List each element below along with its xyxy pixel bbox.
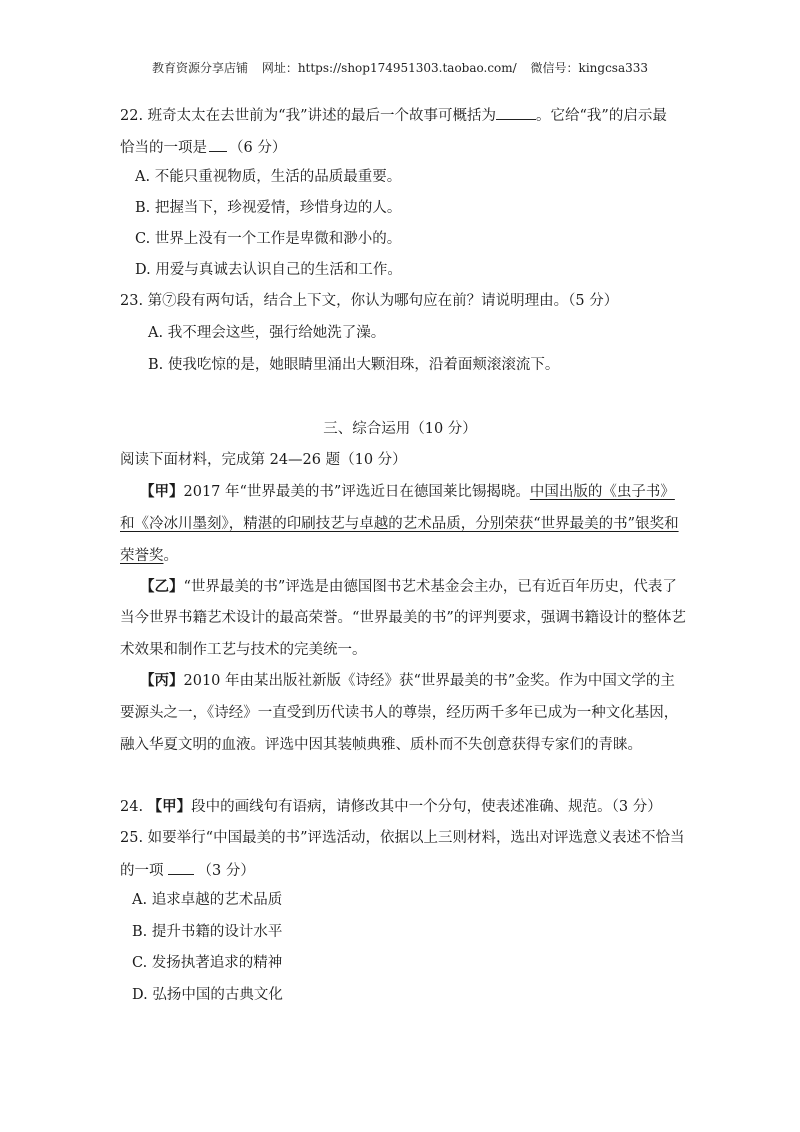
q24-stem: 24. 【甲】段中的画线句有语病，请修改其中一个分句，使表述准确、规范。（3 分） xyxy=(120,798,662,815)
q25-option-c: C. 发扬执著追求的精神 xyxy=(132,955,283,971)
jia-line2: 和《冷冰川墨刻》，精湛的印刷技艺与卓越的艺术品质，分别荣获“世界最美的书”银奖和 xyxy=(120,516,679,532)
section-title: 三、综合运用（10 分） xyxy=(323,421,477,437)
underlined-sentence: 中国出版的《虫子书》 xyxy=(529,484,675,500)
yi-line1: 【乙】“世界最美的书”评选是由德国图书艺术基金会主办，已有近百年历史，代表了 xyxy=(140,578,677,595)
bing-line3: 融入华夏文明的血液。评选中因其装帧典雅、质朴而不失创意获得专家们的青睐。 xyxy=(120,737,642,753)
q23-option-b: B. 使我吃惊的是，她眼睛里涌出大颗泪珠，沿着面颊滚滚流下。 xyxy=(148,357,560,373)
q22-option-c: C. 世界上没有一个工作是卑微和渺小的。 xyxy=(135,231,402,247)
shop-name: 教育资源分享店铺 xyxy=(151,61,248,75)
jia-line1: 【甲】2017 年“世界最美的书”评选近日在德国莱比锡揭晓。中国出版的《虫子书》 xyxy=(140,483,675,500)
q25-option-a: A. 追求卓越的艺术品质 xyxy=(132,892,283,908)
q25-option-b: B. 提升书籍的设计水平 xyxy=(132,924,283,940)
q23-option-a: A. 我不理会这些，强行给她洗了澡。 xyxy=(148,325,386,341)
answer-blank[interactable] xyxy=(496,104,536,120)
q22-option-b: B. 把握当下，珍视爱情，珍惜身边的人。 xyxy=(135,200,402,216)
jia-label: 【甲】 xyxy=(140,483,184,500)
bing-label: 【丙】 xyxy=(140,672,184,689)
shop-url[interactable]: 网址：https://shop174951303.taobao.com/ xyxy=(261,61,517,75)
q22-option-d: D. 用爱与真诚去认识自己的生活和工作。 xyxy=(135,262,402,278)
yi-line3: 术效果和制作工艺与技术的完美统一。 xyxy=(120,642,367,658)
yi-line2: 当今世界书籍艺术设计的最高荣誉。“世界最美的书”的评判要求，强调书籍设计的整体艺 xyxy=(120,610,686,626)
wechat-id: 微信号：kingcsa333 xyxy=(530,61,649,75)
bing-line2: 要源头之一，《诗经》一直受到历代读书人的尊崇，经历两千多年已成为一种文化基因， xyxy=(120,705,679,721)
answer-blank[interactable] xyxy=(168,859,194,875)
bing-line1: 【丙】2010 年由某出版社新版《诗经》获“世界最美的书”金奖。作为中国文学的主 xyxy=(140,672,675,689)
q22-option-a: A. 不能只重视物质，生活的品质最重要。 xyxy=(135,169,402,185)
section-intro: 阅读下面材料，完成第 24—26 题（10 分） xyxy=(120,452,407,468)
q23-stem: 23. 第⑦段有两句话，结合上下文，你认为哪句应在前？请说明理由。（5 分） xyxy=(120,293,619,309)
yi-label: 【乙】 xyxy=(140,578,184,595)
q25-stem-line1: 25. 如要举行“中国最美的书”评选活动，依据以上三则材料，选出对评选意义表述不恰当 xyxy=(120,830,685,846)
q22-stem-line2: 恰当的一项是 （6 分） xyxy=(120,136,286,158)
jia-line3: 荣誉奖。 xyxy=(120,548,178,564)
q25-stem-line2: 的一项 （3 分） xyxy=(120,859,255,881)
q22-stem-line1: 22. 班奇太太在去世前为“我”讲述的最后一个故事可概括为 。它给“我”的启示最 xyxy=(120,104,667,126)
q25-option-d: D. 弘扬中国的古典文化 xyxy=(132,987,283,1003)
page-header xyxy=(0,59,800,76)
answer-blank[interactable] xyxy=(209,136,227,152)
